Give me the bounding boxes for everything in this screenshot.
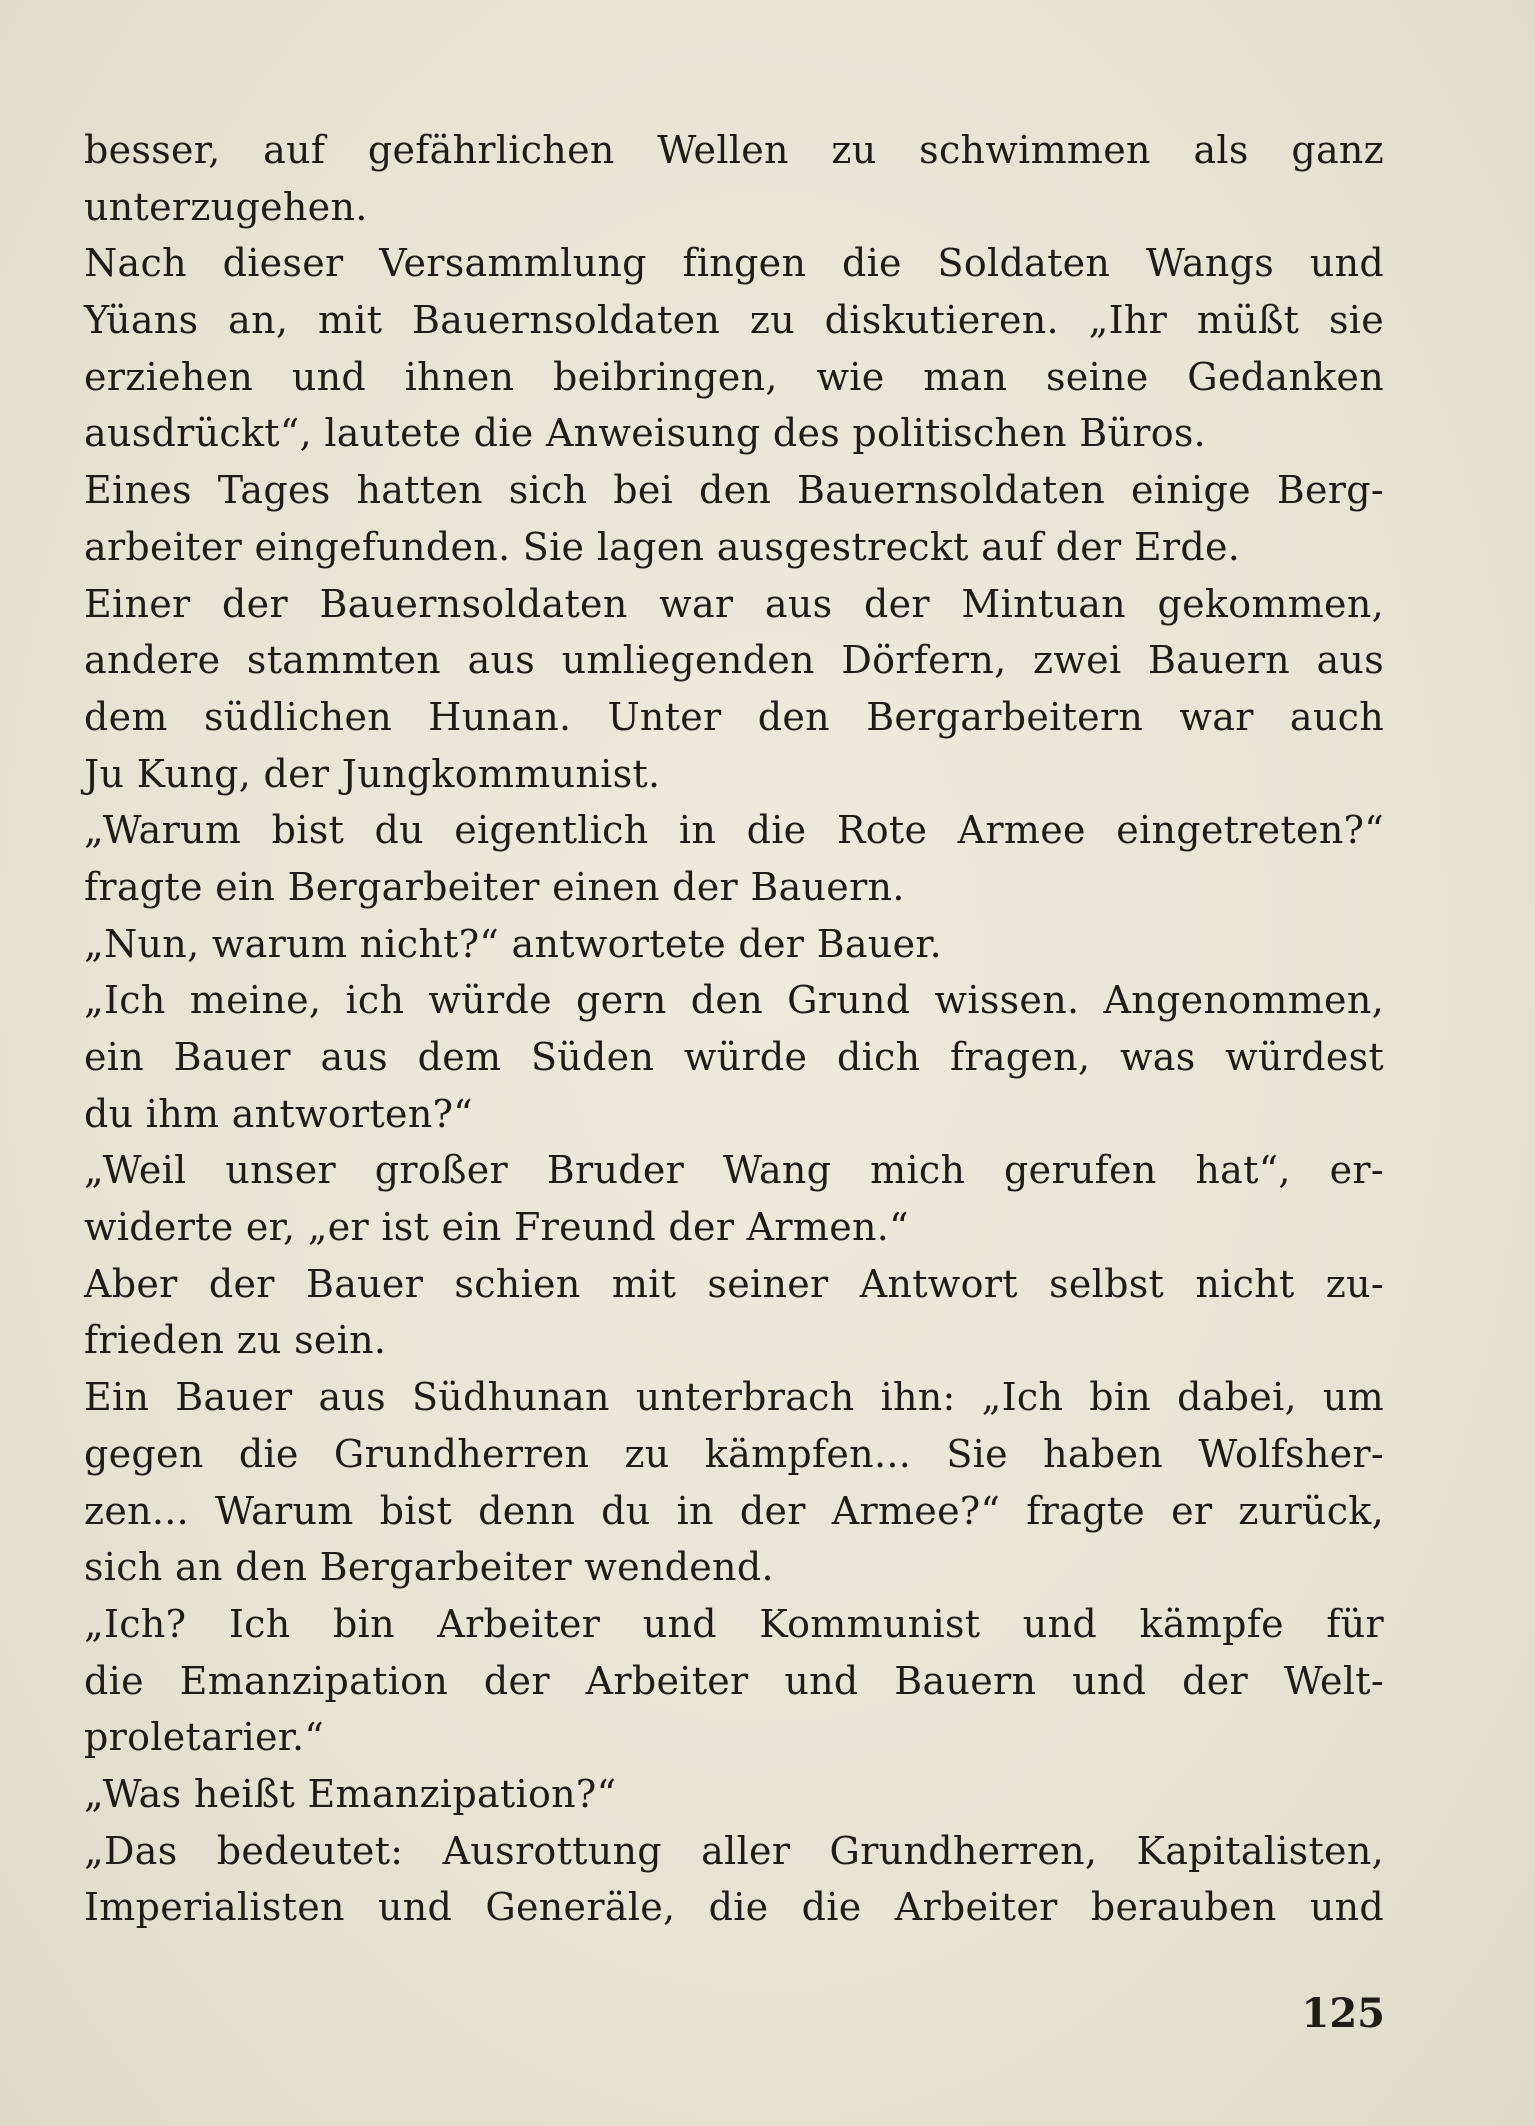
text-line: Einer der Bauernsoldaten war aus der Mintuan gekommen, [84, 581, 1384, 626]
text-line: unterzugehen. [84, 184, 368, 229]
text-line: Ein Bauer aus Südhunan unterbrach ihn: „Ich bin dabei, um [84, 1375, 1384, 1420]
text-line: andere stammten aus umliegenden Dörfern, zwei Bauern aus [84, 638, 1384, 683]
text-line: „Ich? Ich bin Arbeiter und Kommunist und kämpfe für [84, 1601, 1384, 1646]
text-line: arbeiter eingefunden. Sie lagen ausgestreckt auf der Erde. [84, 524, 1241, 569]
text-line: „Weil unser großer Bruder Wang mich gerufen hat“, er- [84, 1148, 1384, 1193]
text-line: Aber der Bauer schien mit seiner Antwort selbst nicht zu- [84, 1261, 1384, 1306]
text-line: erziehen und ihnen beibringen, wie man seine Gedanken [84, 354, 1384, 399]
text-line: „Ich meine, ich würde gern den Grund wissen. Angenommen, [84, 978, 1384, 1023]
body-text [84, 122, 1384, 1936]
text-line: ein Bauer aus dem Süden würde dich fragen, was würdest [84, 1035, 1384, 1079]
text-line: du ihm antworten?“ [84, 1091, 474, 1136]
text-line: „Warum bist du eigentlich in die Rote Armee eingetreten?“ [84, 808, 1384, 853]
text-line: dem südlichen Hunan. Unter den Bergarbeitern war auch [84, 694, 1384, 739]
text-line: „Das bedeutet: Ausrottung aller Grundherren, Kapitalisten, [84, 1828, 1384, 1873]
text-line: frieden zu sein. [84, 1318, 387, 1363]
page-number: 125 [1301, 1990, 1385, 2037]
text-line: „Nun, warum nicht?“ antwortete der Bauer. [84, 921, 943, 966]
text-line: Nach dieser Versammlung fingen die Soldaten Wangs und [84, 241, 1384, 286]
text-line: „Was heißt Emanzipation?“ [84, 1771, 617, 1816]
text-line: Ju Kung, der Jungkommunist. [84, 751, 661, 796]
text-line: gegen die Grundherren zu kämpfen... Sie haben Wolfsher- [84, 1431, 1384, 1476]
text-line: Eines Tages hatten sich bei den Bauernsoldaten einige Berg- [84, 468, 1384, 513]
text-line: zen... Warum bist denn du in der Armee?“ fragte er zurück, [84, 1488, 1384, 1533]
text-line: widerte er, „er ist ein Freund der Armen.“ [84, 1205, 909, 1250]
text-line: proletarier.“ [84, 1715, 325, 1760]
text-line: fragte ein Bergarbeiter einen der Bauern. [84, 864, 905, 909]
text-line: Yüans an, mit Bauernsoldaten zu diskutieren. „Ihr müßt sie [84, 298, 1384, 343]
text-line: die Emanzipation der Arbeiter und Bauern und der Welt- [84, 1658, 1384, 1703]
text-line: Imperialisten und Generäle, die die Arbeiter berauben und [84, 1885, 1384, 1930]
text-line: sich an den Bergarbeiter wendend. [84, 1545, 774, 1590]
text-line: besser, auf gefährlichen Wellen zu schwimmen als ganz [84, 128, 1384, 172]
text-line: ausdrückt“, lautete die Anweisung des politischen Büros. [84, 411, 1207, 456]
